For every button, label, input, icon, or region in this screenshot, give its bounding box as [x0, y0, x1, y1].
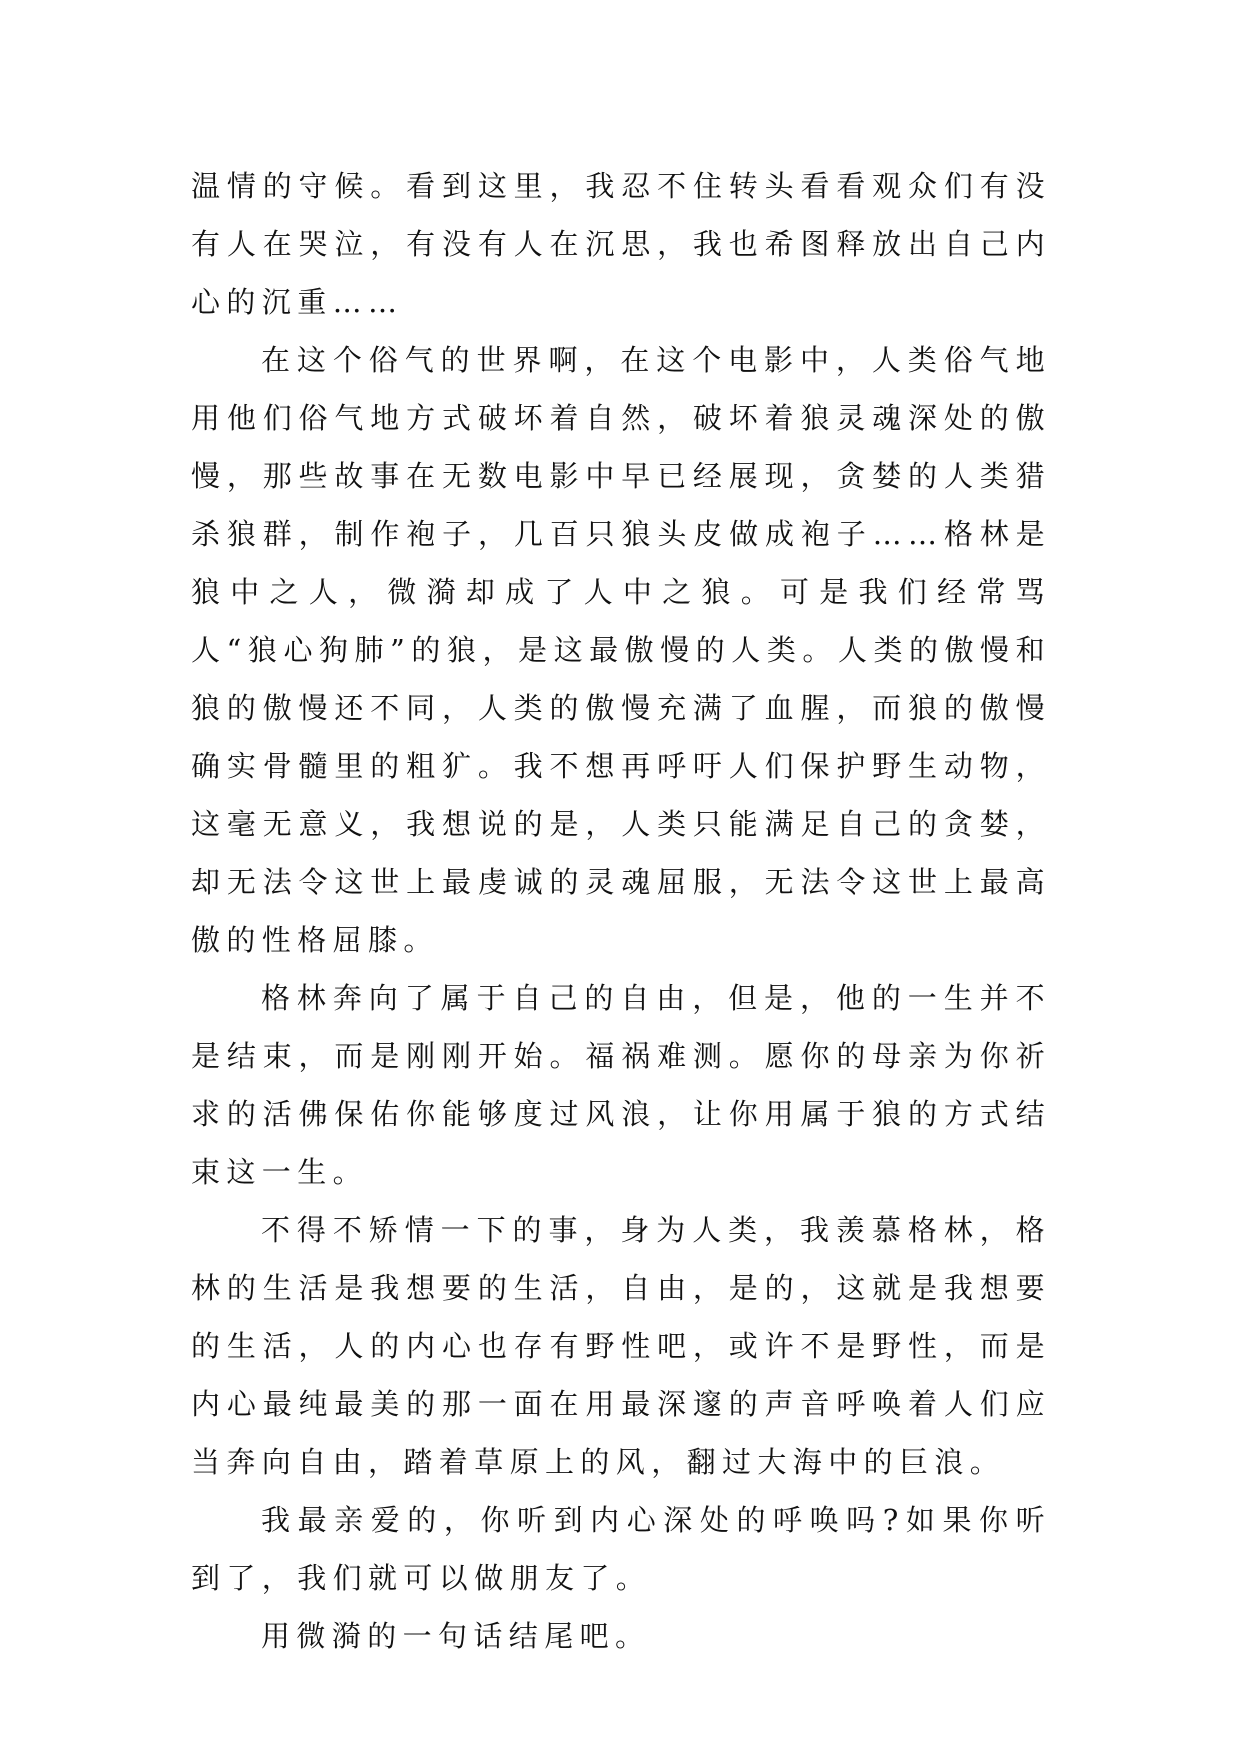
paragraph-continued: 温情的守候。看到这里，我忍不住转头看看观众们有没有人在哭泣，有没有人在沉思，我也希图释放出自己内心的沉重…… — [191, 169, 1051, 319]
paragraph: 格林奔向了属于自己的自由，但是，他的一生并不是结束，而是刚刚开始。福祸难测。愿你的母亲为你祈求的活佛保佑你能够度过风浪，让你用属于狼的方式结束这一生。 — [191, 981, 1051, 1189]
paragraph-final: 用微漪的一句话结尾吧。 — [261, 1619, 651, 1653]
paragraph: 我最亲爱的，你听到内心深处的呼唤吗?如果你听到了，我们就可以做朋友了。 — [191, 1503, 1051, 1595]
paragraph: 在这个俗气的世界啊，在这个电影中，人类俗气地用他们俗气地方式破坏着自然，破坏着狼灵魂深处的傲慢，那些故事在无数电影中早已经展现，贪婪的人类猎杀狼群，制作袍子，几百只狼头皮做成袍子……格林是狼中之人，微漪却成了人中之狼。可是我们经常骂人“狼心狗肺”的狼，是这最傲慢的人类。人类的傲慢和狼的傲慢还不同，人类的傲慢充满了血腥，而狼的傲慢确实骨髓里的粗犷。我不想再呼吁人们保护野生动物，这毫无意义，我想说的是，人类只能满足自己的贪婪，却无法令这世上最虔诚的灵魂屈服，无法令这世上最高傲的性格屈膝。 — [191, 343, 1051, 957]
document-body — [191, 157, 1051, 1665]
paragraph: 不得不矫情一下的事，身为人类，我羡慕格林，格林的生活是我想要的生活，自由，是的，这就是我想要的生活，人的内心也存有野性吧，或许不是野性，而是内心最纯最美的那一面在用最深邃的声音呼唤着人们应当奔向自由，踏着草原上的风，翻过大海中的巨浪。 — [191, 1213, 1051, 1479]
